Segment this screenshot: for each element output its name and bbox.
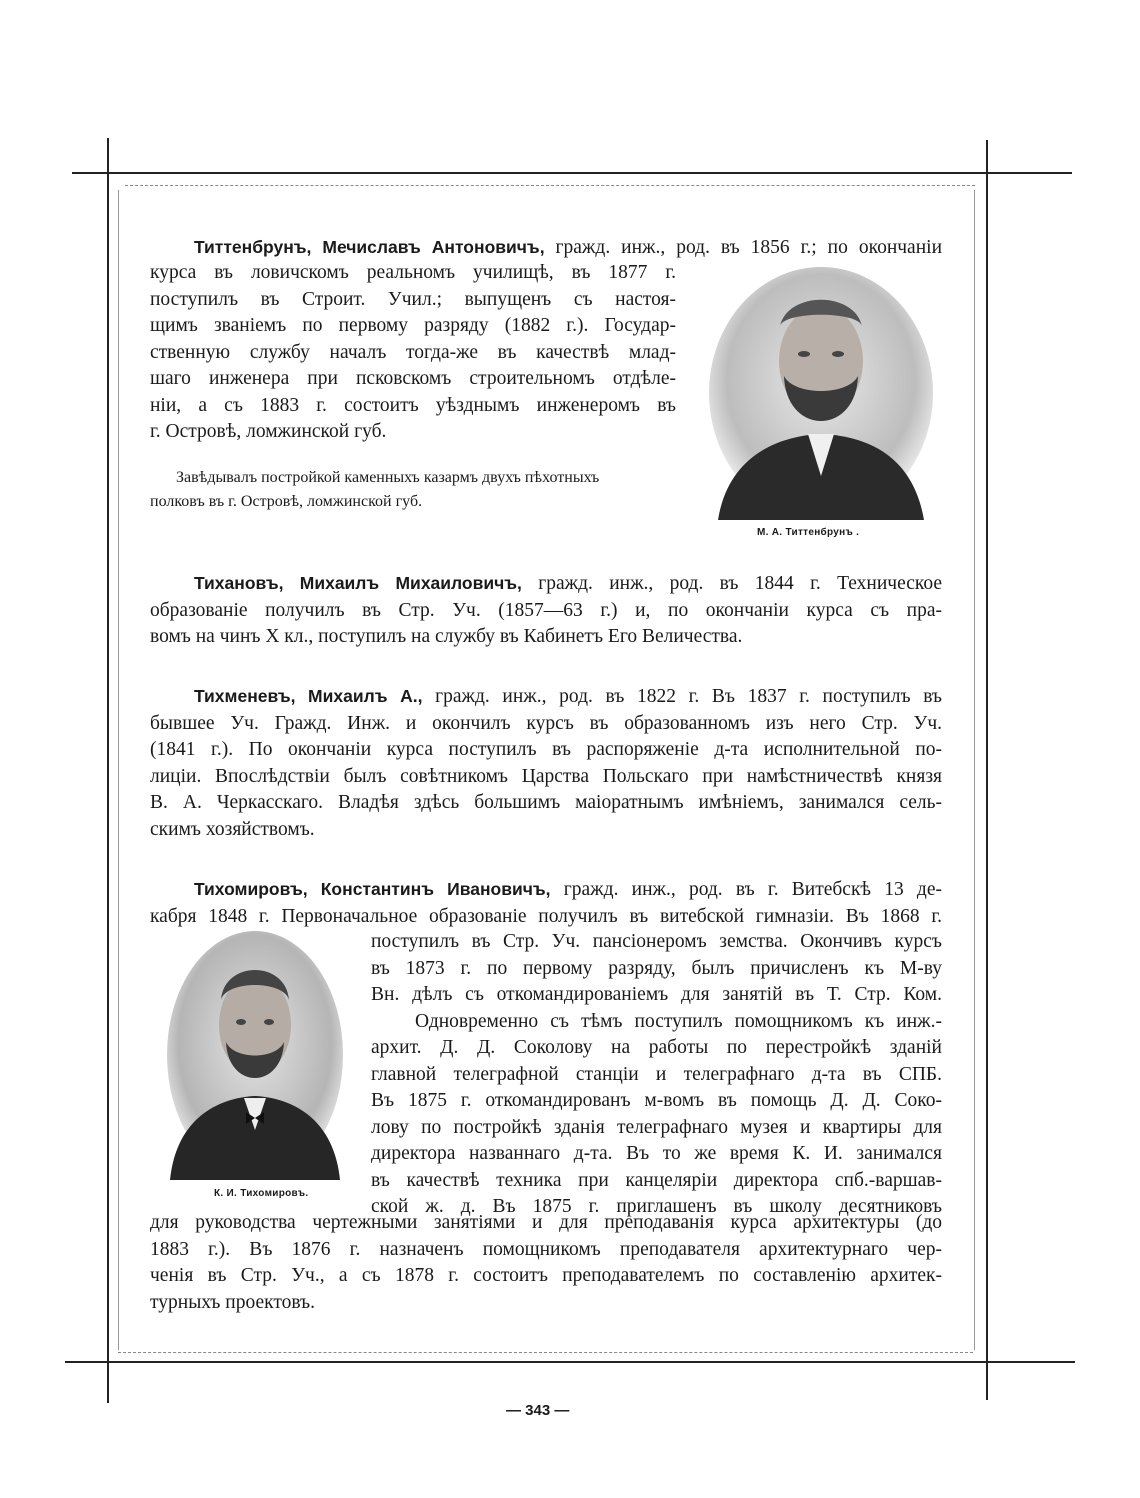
text-line: курса въ ловичскомъ реальномъ училищѣ, въ 1877 г. xyxy=(150,262,676,283)
text-line: ніи, а съ 1883 г. состоитъ уѣзднымъ инженеромъ въ xyxy=(150,394,676,416)
entry-tikhomirov xyxy=(150,876,942,930)
text-line: бывшее Уч. Гражд. Инж. и окончилъ курсъ въ образованномъ изъ него Стр. Уч. xyxy=(150,712,942,734)
frame-top-rule xyxy=(72,172,1072,174)
text-line: щимъ званіемъ по первому разряду (1882 г.). Государ- xyxy=(150,315,676,336)
text-line: скимъ хозяйствомъ. xyxy=(150,818,315,840)
frame-bottom-rule xyxy=(65,1361,1075,1363)
text-line: кабря 1848 г. Первоначальное образованіе получилъ въ витебской гимназіи. Въ 1868 г. xyxy=(150,905,942,927)
entry-first-line: Тихановъ, Михаилъ Михаиловичъ, гражд. инж., род. въ 1844 г. Техническое xyxy=(194,573,942,594)
text-line: г. Островѣ, ломжинской губ. xyxy=(150,421,387,442)
entry-name: Тихановъ, Михаилъ Михаиловичъ, xyxy=(194,573,522,593)
caption-tittenbrun: М. А. Титтенбрунъ . xyxy=(757,527,860,538)
entry-tikhanov xyxy=(150,570,942,651)
inner-top-dashed-rule xyxy=(125,185,975,187)
text-line: ской ж. д. Въ 1875 г. приглашенъ въ школу десятниковъ xyxy=(371,1196,942,1217)
text-line: Въ 1875 г. откомандированъ м-вомъ въ помощь Д. Д. Соко- xyxy=(371,1090,942,1111)
entry-tikhomirov-tail xyxy=(150,1210,942,1316)
entry-tittenbrun xyxy=(150,234,942,262)
text-line: образованіе получилъ въ Стр. Уч. (1857—63 г.) и, по окончаніи курса съ пра- xyxy=(150,599,942,621)
inner-bottom-dashed-rule xyxy=(118,1352,973,1354)
text-line: въ качествѣ техника при канцеляріи директора спб.-варшав- xyxy=(371,1169,942,1191)
page-number: — 343 — xyxy=(506,1402,570,1419)
caption-tikhomirov: К. И. Тихомировъ. xyxy=(214,1188,309,1199)
entry-tittenbrun-body xyxy=(150,260,676,446)
entry-name: Тихомировъ, Константинъ Ивановичъ, xyxy=(194,879,551,899)
entry-tittenbrun-note xyxy=(150,466,676,514)
text-line: шаго инженера при псковскомъ строительномъ отдѣле- xyxy=(150,368,676,389)
frame-left-rule xyxy=(107,138,109,1403)
inner-right-rule xyxy=(974,190,975,1350)
entry-name: Титтенбрунъ, Мечиславъ Антоновичъ, xyxy=(194,237,545,257)
text-line: для руководства чертежными занятіями и для преподаванія курса архитектуры (до xyxy=(150,1212,942,1233)
entry-first-line: Тихомировъ, Константинъ Ивановичъ, гражд. инж., род. въ г. Витебскѣ 13 де- xyxy=(194,879,943,900)
entry-tikhomirov-wrap xyxy=(371,929,942,1221)
text-line: ченія въ Стр. Уч., а съ 1878 г. состоитъ преподавателемъ по составленію архитек- xyxy=(150,1265,942,1286)
text-line: турныхъ проектовъ. xyxy=(150,1291,316,1313)
text-line: В. А. Черкасскаго. Владѣя здѣсь большимъ маіоратнымъ имѣніемъ, занимался сель- xyxy=(150,792,942,813)
text-line: въ 1873 г. по первому разряду, былъ причисленъ къ М-ву xyxy=(371,957,942,979)
text-line: поступилъ въ Строит. Учил.; выпущенъ съ настоя- xyxy=(150,288,676,310)
text-line: вомъ на чинъ X кл., поступилъ на службу въ Кабинетъ Его Величества. xyxy=(150,626,743,647)
text-line: директора названнаго д-та. Въ то же время К. И. занимался xyxy=(371,1143,942,1164)
text-line: архит. Д. Д. Соколову на работы по перестройкѣ зданій xyxy=(371,1037,942,1058)
entry-first-line: Тихменевъ, Михаилъ А., гражд. инж., род. въ 1822 г. Въ 1837 г. поступилъ въ xyxy=(194,686,942,707)
text-line: лиціи. Впослѣдствіи былъ совѣтникомъ Царства Польскаго при намѣстничествѣ князя xyxy=(150,765,942,787)
text-line: лову по постройкѣ зданія телеграфнаго музея и квартиры для xyxy=(371,1116,942,1138)
text-line: Вн. дѣлъ съ откомандированіемъ для занятій въ Т. Стр. Ком. xyxy=(371,984,942,1005)
text-line: поступилъ въ Стр. Уч. пансіонеромъ земства. Окончивъ курсъ xyxy=(371,931,942,952)
portrait-tittenbrun xyxy=(708,266,934,520)
note-line: полковъ въ г. Островѣ, ломжинской губ. xyxy=(150,493,423,510)
entry-tikhmenev xyxy=(150,683,942,843)
text-line: (1841 г.). По окончаніи курса поступилъ въ распоряженіе д-та исполнительной по- xyxy=(150,739,942,760)
frame-right-rule xyxy=(986,140,988,1400)
text-line: 1883 г.). Въ 1876 г. назначенъ помощникомъ преподавателя архитектурнаго чер- xyxy=(150,1238,942,1260)
note-line: Завѣдывалъ постройкой каменныхъ казармъ двухъ пѣхотныхъ xyxy=(176,469,600,486)
inner-left-rule xyxy=(118,190,119,1350)
portrait-tikhomirov xyxy=(166,930,344,1180)
entry-first-line: Титтенбрунъ, Мечиславъ Антоновичъ, гражд. инж., род. въ 1856 г.; по окончаніи xyxy=(194,237,942,258)
text-line: ственную службу началъ тогда-же въ качествѣ млад- xyxy=(150,341,676,363)
text-line: главной телеграфной станціи и телеграфнаго д-та въ СПБ. xyxy=(371,1063,942,1085)
text-line: Одновременно съ тѣмъ поступилъ помощникомъ къ инж.- xyxy=(415,1010,942,1032)
entry-name: Тихменевъ, Михаилъ А., xyxy=(194,686,423,706)
